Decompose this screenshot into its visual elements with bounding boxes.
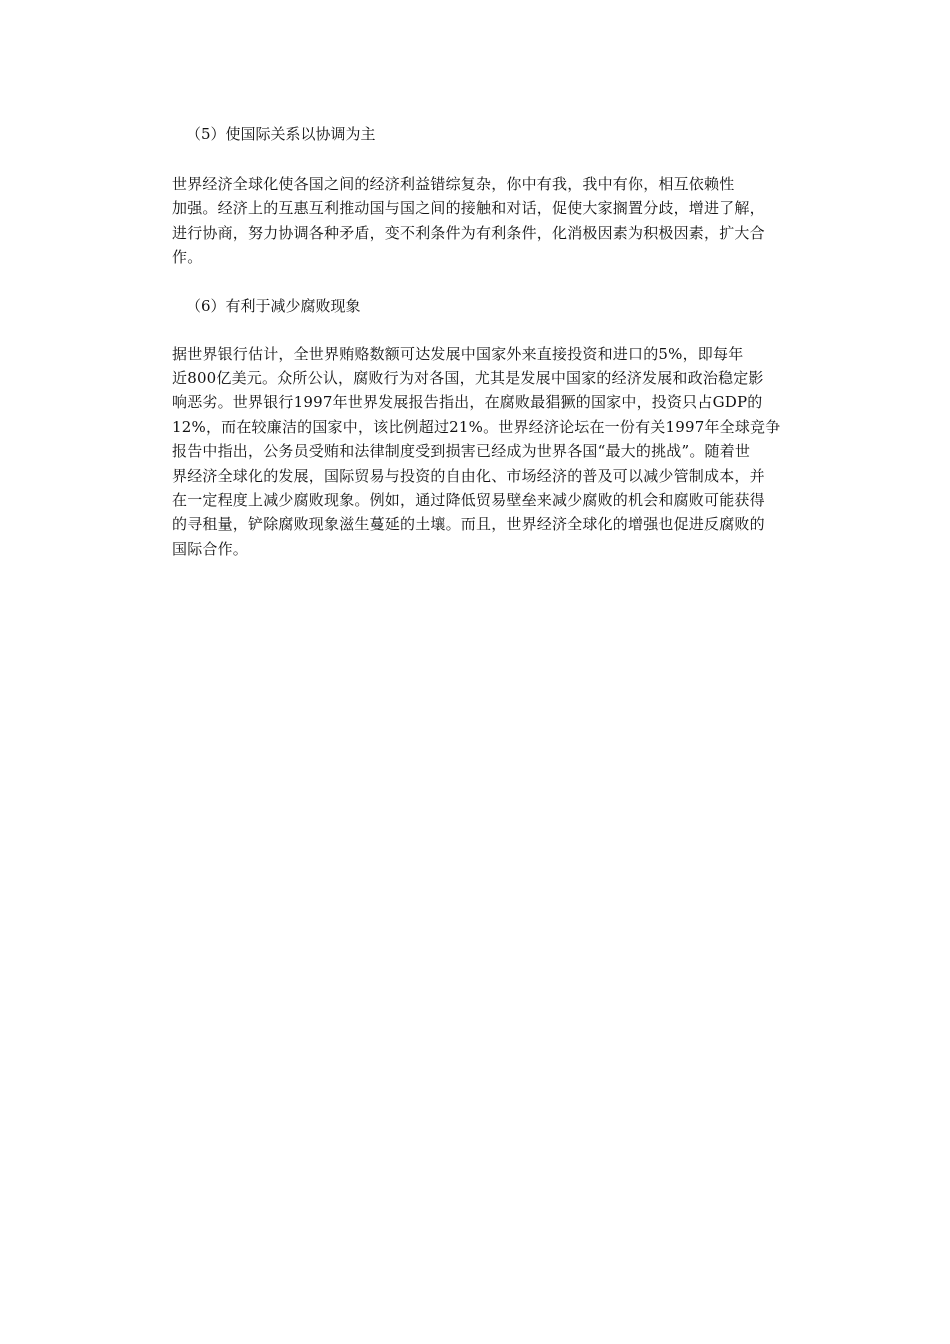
section-5-heading: （5）使国际关系以协调为主 xyxy=(186,125,376,143)
section-6-paragraph xyxy=(142,342,812,562)
paragraph-line: 世界经济全球化使各国之间的经济利益错综复杂，你中有我，我中有你，相互依赖性 xyxy=(172,175,735,193)
section-6-heading: （6）有利于减少腐败现象 xyxy=(186,296,361,315)
paragraph-line: 进行协商，努力协调各种矛盾，变不利条件为有利条件，化消极因素为积极因素，扩大合 xyxy=(172,223,765,242)
paragraph-line: 加强。经济上的互惠互利推动国与国之间的接触和对话，促使大家搁置分歧，增进了解， xyxy=(172,199,765,218)
section-5-paragraph xyxy=(142,172,812,270)
paragraph-line: 近800亿美元。众所公认，腐败行为对各国，尤其是发展中国家的经济发展和政治稳定影 xyxy=(172,369,764,388)
document-page xyxy=(142,120,812,561)
paragraph-line: 据世界银行估计，全世界贿赂数额可达发展中国家外来直接投资和进口的5%，即每年 xyxy=(172,344,744,363)
paragraph-line: 12%，而在较廉洁的国家中，该比例超过21%。世界经济论坛在一份有关1997年全球竞争 xyxy=(172,417,781,436)
paragraph-line: 作。 xyxy=(172,248,203,267)
paragraph-line: 界经济全球化的发展，国际贸易与投资的自由化、市场经济的普及可以减少管制成本，并 xyxy=(172,466,765,485)
paragraph-line: 报告中指出，公务员受贿和法律制度受到损害已经成为世界各国“最大的挑战”。随着世 xyxy=(172,442,751,461)
paragraph-line: 国际合作。 xyxy=(172,539,249,558)
paragraph-line: 的寻租量，铲除腐败现象滋生蔓延的土壤。而且，世界经济全球化的增强也促进反腐败的 xyxy=(172,515,765,534)
paragraph-line: 响恶劣。世界银行1997年世界发展报告指出，在腐败最猖獗的国家中，投资只占GDP的 xyxy=(172,393,763,412)
paragraph-line: 在一定程度上减少腐败现象。例如，通过降低贸易壁垒来减少腐败的机会和腐败可能获得 xyxy=(172,491,765,510)
